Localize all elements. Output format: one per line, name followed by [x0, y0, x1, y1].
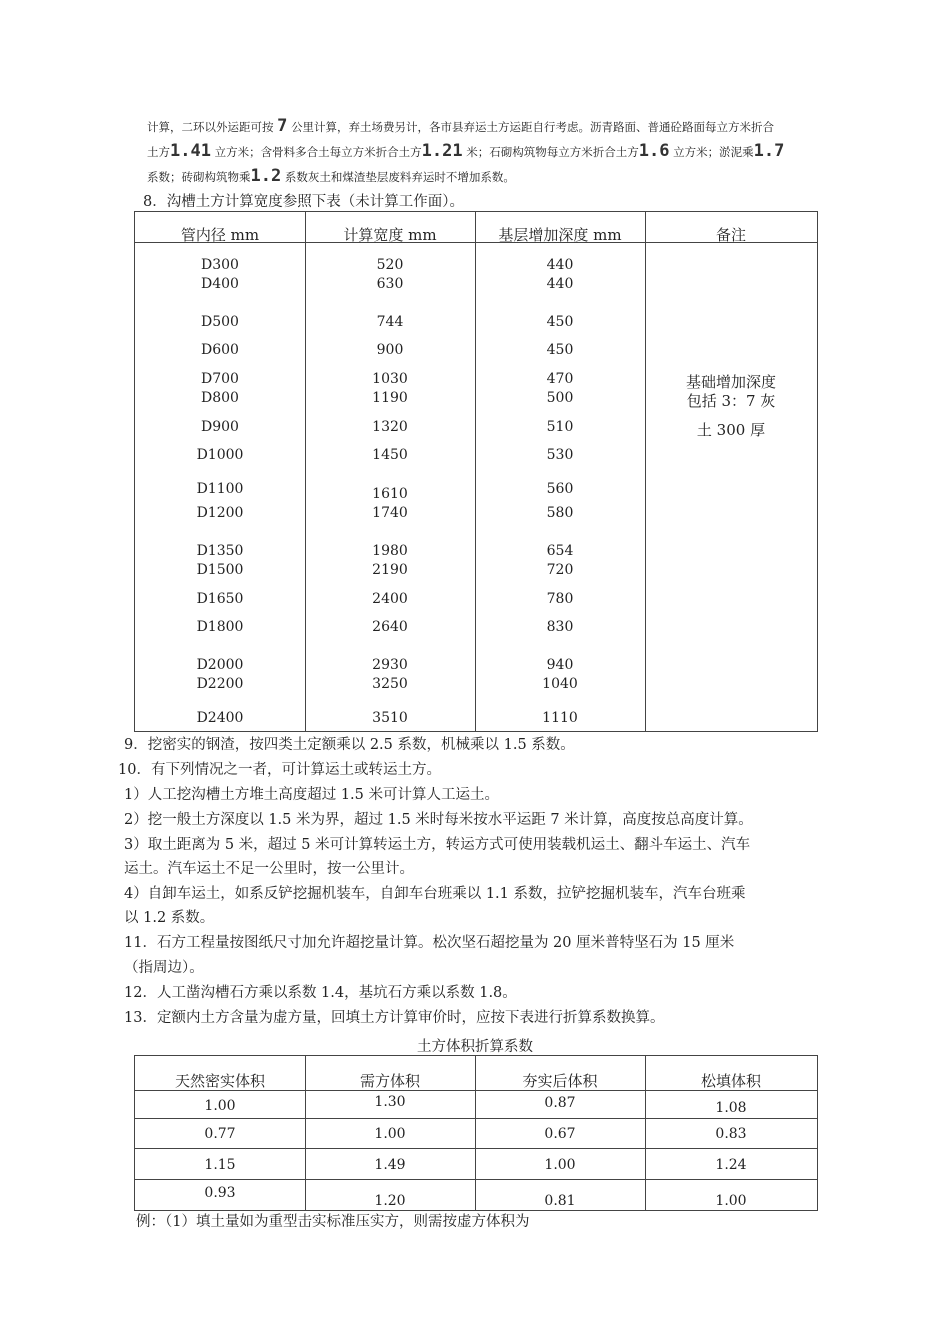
- calc-width-cell: 1030: [372, 371, 408, 387]
- volume-conversion-table: [134, 1055, 818, 1211]
- intro-line-1: 计算，二环以外运距可按 7 公里计算，弃土场费另计，各市县弃运土方运距自行考虑。沥青路面、普通砼路面每立方米折合: [147, 116, 775, 136]
- volume-table-cell: 0.77: [204, 1126, 236, 1142]
- volume-table-cell: 0.81: [544, 1193, 576, 1209]
- pipe-diameter-cell: D600: [201, 342, 239, 358]
- paragraph-10-4: 4）自卸车运土，如系反铲挖掘机装车，自卸车台班乘以 1.1 系数，拉铲挖掘机装车，汽车台班乘: [124, 886, 746, 902]
- pipe-diameter-cell: D2400: [196, 710, 244, 726]
- added-depth-cell: 720: [546, 562, 574, 578]
- pipe-diameter-cell: D400: [201, 276, 239, 292]
- volume-table-cell: 1.30: [374, 1094, 406, 1110]
- calc-width-cell: 744: [376, 314, 404, 330]
- calc-width-cell: 2190: [372, 562, 408, 578]
- volume-table-cell: 1.00: [544, 1157, 576, 1173]
- volume-table-cell: 0.93: [204, 1185, 236, 1201]
- pipe-diameter-cell: D2200: [196, 676, 244, 692]
- volume-table-cell: 1.00: [204, 1098, 236, 1114]
- added-depth-cell: 830: [546, 619, 574, 635]
- remark-line-2: 包括 3：7 灰: [686, 392, 776, 410]
- calc-width-cell: 1320: [372, 419, 408, 435]
- added-depth-cell: 500: [546, 390, 574, 406]
- volume-table-cell: 1.08: [715, 1100, 747, 1116]
- intro-line-3: 系数；砖砌构筑物乘1.2 系数灰土和煤渣垫层废料弃运时不增加系数。: [147, 166, 515, 186]
- header-loose-volume: 需方体积: [359, 1072, 420, 1090]
- added-depth-cell: 530: [546, 447, 574, 463]
- added-depth-cell: 654: [546, 543, 574, 559]
- header-calc-width: 计算宽度 mm: [343, 226, 437, 244]
- added-depth-cell: 450: [546, 342, 574, 358]
- volume-table-cell: 1.49: [374, 1157, 406, 1173]
- added-depth-cell: 450: [546, 314, 574, 330]
- table-divider: [135, 1179, 817, 1180]
- paragraph-12: 12．人工凿沟槽石方乘以系数 1.4，基坑石方乘以系数 1.8。: [124, 985, 517, 1001]
- volume-table-cell: 1.20: [374, 1193, 406, 1209]
- pipe-diameter-cell: D1000: [196, 447, 244, 463]
- volume-table-cell: 0.87: [544, 1095, 576, 1111]
- paragraph-9: 9．挖密实的钢渣，按四类土定额乘以 2.5 系数，机械乘以 1.5 系数。: [124, 737, 575, 753]
- added-depth-cell: 940: [546, 657, 574, 673]
- pipe-diameter-cell: D900: [201, 419, 239, 435]
- paragraph-10-1: 1）人工挖沟槽土方堆土高度超过 1.5 米可计算人工运土。: [124, 787, 500, 803]
- calc-width-cell: 520: [376, 257, 404, 273]
- volume-table-title: 土方体积折算系数: [417, 1039, 533, 1055]
- volume-table-cell: 1.15: [204, 1157, 236, 1173]
- added-depth-cell: 1040: [542, 676, 578, 692]
- calc-width-cell: 630: [376, 276, 404, 292]
- pipe-diameter-cell: D1800: [196, 619, 244, 635]
- pipe-diameter-cell: D800: [201, 390, 239, 406]
- header-natural-volume: 天然密实体积: [174, 1072, 265, 1090]
- volume-table-cell: 1.00: [715, 1193, 747, 1209]
- volume-table-cell: 0.67: [544, 1126, 576, 1142]
- volume-table-cell: 1.00: [374, 1126, 406, 1142]
- pipe-diameter-cell: D500: [201, 314, 239, 330]
- paragraph-13: 13．定额内土方含量为虚方量，回填土方计算审价时，应按下表进行折算系数换算。: [124, 1010, 665, 1026]
- added-depth-cell: 470: [546, 371, 574, 387]
- added-depth-cell: 780: [546, 591, 574, 607]
- calc-width-cell: 2400: [372, 591, 408, 607]
- intro-line-2: 土方1.41 立方米；含骨料多合土每立方米折合土方1.21 米；石砌构筑物每立方米折合土方1.6 立方米；淤泥乘1.7: [147, 141, 785, 161]
- remark-line-1: 基础增加深度: [685, 373, 776, 391]
- calc-width-cell: 1740: [372, 505, 408, 521]
- paragraph-11-cont: （指周边）。: [124, 960, 204, 976]
- paragraph-10-2: 2）挖一般土方深度以 1.5 米为界，超过 1.5 米时每米按水平运距 7 米计算，高度按总高度计算。: [124, 812, 753, 828]
- header-remark: 备注: [715, 226, 746, 244]
- calc-width-cell: 1190: [372, 390, 408, 406]
- pipe-diameter-cell: D300: [201, 257, 239, 273]
- pipe-diameter-cell: D700: [201, 371, 239, 387]
- added-depth-cell: 440: [546, 257, 574, 273]
- calc-width-cell: 2640: [372, 619, 408, 635]
- calc-width-cell: 1450: [372, 447, 408, 463]
- paragraph-10-4-cont: 以 1.2 系数。: [124, 910, 215, 926]
- table-divider: [645, 212, 646, 731]
- pipe-diameter-cell: D1200: [196, 505, 244, 521]
- added-depth-cell: 560: [546, 481, 574, 497]
- added-depth-cell: 510: [546, 419, 574, 435]
- header-added-depth: 基层增加深度 mm: [498, 226, 622, 244]
- pipe-diameter-cell: D1650: [196, 591, 244, 607]
- pipe-diameter-cell: D2000: [196, 657, 244, 673]
- remark-line-3: 土 300 厚: [696, 421, 766, 439]
- added-depth-cell: 580: [546, 505, 574, 521]
- volume-table-cell: 1.24: [715, 1157, 747, 1173]
- calc-width-cell: 1610: [372, 486, 408, 502]
- pipe-diameter-cell: D1500: [196, 562, 244, 578]
- paragraph-10-3-cont: 运土。汽车运土不足一公里时，按一公里计。: [124, 861, 414, 877]
- paragraph-10-3: 3）取土距离为 5 米，超过 5 米可计算转运土方，转运方式可使用装载机运土、翻斗车运土、汽车: [124, 837, 751, 853]
- calc-width-cell: 3510: [372, 710, 408, 726]
- added-depth-cell: 440: [546, 276, 574, 292]
- example-line: 例：（1）填土量如为重型击实标准压实方，则需按虚方体积为: [136, 1214, 530, 1230]
- paragraph-10: 10．有下列情况之一者，可计算运土或转运土方。: [118, 762, 441, 778]
- calc-width-cell: 1980: [372, 543, 408, 559]
- pipe-width-table: [134, 211, 818, 732]
- calc-width-cell: 2930: [372, 657, 408, 673]
- section-8-heading: 8．沟槽土方计算宽度参照下表（未计算工作面）。: [143, 194, 464, 210]
- table-divider: [135, 1148, 817, 1149]
- header-loose-fill-volume: 松填体积: [700, 1072, 761, 1090]
- calc-width-cell: 900: [376, 342, 404, 358]
- header-compacted-volume: 夯实后体积: [522, 1072, 598, 1090]
- pipe-diameter-cell: D1350: [196, 543, 244, 559]
- added-depth-cell: 1110: [542, 710, 578, 726]
- volume-table-cell: 0.83: [715, 1126, 747, 1142]
- header-pipe-diameter: 管内径 mm: [180, 226, 260, 244]
- paragraph-11: 11．石方工程量按图纸尺寸加允许超挖量计算。松次坚石超挖量为 20 厘米普特坚石为 15 厘米: [124, 935, 735, 951]
- calc-width-cell: 3250: [372, 676, 408, 692]
- pipe-diameter-cell: D1100: [196, 481, 244, 497]
- table-divider: [135, 1118, 817, 1119]
